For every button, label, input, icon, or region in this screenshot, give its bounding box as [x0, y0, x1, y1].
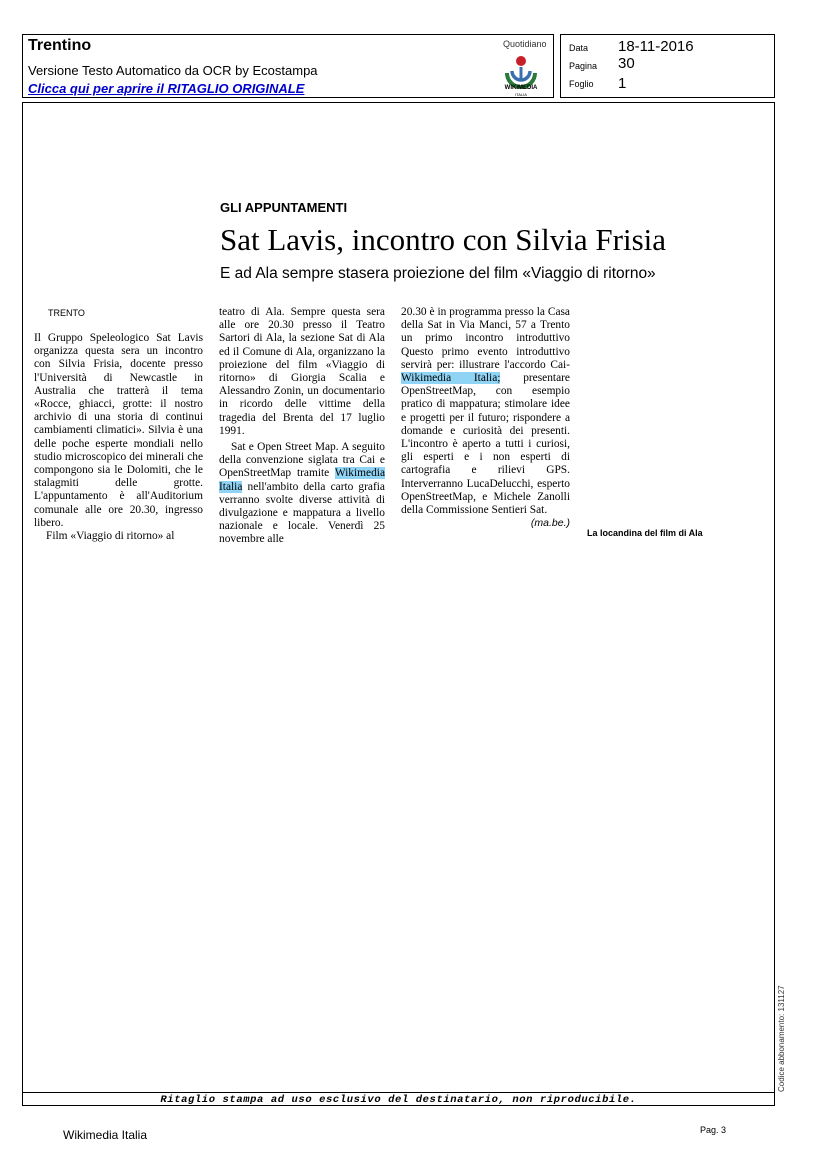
page-value: 30: [618, 55, 635, 72]
logo-text: WIKIMEDIA: [504, 85, 538, 91]
header-info-box: [22, 34, 554, 98]
article-column-3: [401, 306, 570, 529]
col2-paragraph-1: teatro di Ala. Sempre questa sera alle ore 20.30 presso il Teatro Sartori di Ala, la sezione Sat di Ala ed il Comune di Ala, organizzano la proiezione del film «Viaggio di ritorno» di Giorgia Scalia e Alessandro Zonin, un documentario in ricordo delle vittime della tragedia del Brenta del 17 luglio 1991.: [219, 306, 385, 437]
disclaimer: Ritaglio stampa ad uso esclusivo del destinatario, non riproducibile.: [22, 1092, 775, 1106]
article-subhead: E ad Ala sempre stasera proiezione del film «Viaggio di ritorno»: [220, 265, 656, 282]
date-label: Data: [569, 43, 589, 53]
col3-paragraph-1: [401, 306, 570, 517]
open-original-clip-link[interactable]: Clicca qui per aprire il RITAGLIO ORIGINALE: [28, 81, 305, 96]
col3-text-a: 20.30 è in programma presso la Casa della Sat in Via Manci, 57 a Trento un primo incontro introduttivo Questo primo evento introduttivo servirà per: illustrare l'accordo Cai-: [401, 306, 570, 371]
owner-name: Wikimedia Italia: [63, 1128, 148, 1142]
logo-subtext: ITALIA: [515, 92, 527, 97]
article-column-1: [34, 332, 203, 543]
photo-caption: La locandina del film di Ala: [587, 528, 703, 538]
publication-name: Trentino: [28, 37, 92, 54]
sheet-label: Foglio: [569, 79, 594, 89]
article-column-2: [219, 306, 385, 547]
col2-text-b: nell'ambito della carto grafia verranno svolte diverse attività di divulgazione e mappatura a livello nazionale e locale. Venerdì 25 novembre alle: [219, 480, 385, 546]
article-kicker: GLI APPUNTAMENTI: [220, 200, 348, 215]
wikimedia-italia-highlight-2: Wikimedia Italia;: [401, 372, 501, 385]
article-signature: (ma.be.): [530, 517, 570, 530]
wikimedia-italia-highlight: Wikimedia Italia: [219, 467, 385, 493]
page-number: Pag. 3: [700, 1125, 727, 1135]
col2-text-a: Sat e Open Street Map. A seguito della convenzione siglata tra Cai e OpenStreetMap tramite: [219, 441, 385, 480]
header-meta-box: [560, 34, 775, 98]
col3-text-b: presentare OpenStreetMap, con esempio pratico di mappatura; stimolare idee e progetti per il futuro; rispondere a domande e curiosità dei presenti. L'incontro è aperto a tutti i curiosi, gli esperti e i non esperti di cartografia e rilievi GPS. Interverranno LucaDelucchi, esperto OpenStreetMap, e Michele Zanolli della Commissione Sentieri Sat.: [401, 372, 570, 517]
frequency-label: Quotidiano: [503, 39, 547, 49]
col1-paragraph-1: Il Gruppo Speleologico Sat Lavis organizza questa sera un incontro con Silvia Frisia, docente presso l'Università di Newcastle in Australia che tratterà il tema «Rocce, ghiacci, grotte: il nostro archivio di una storia di continui cambiamenti climatici». Silvia è una delle poche esperte mondiali nello studio microscopico dei minerali che compongono sia le Dolomiti, che le stalagmiti delle grotte. L'appuntamento è all'Auditorium comunale alle ore 20.30, ingresso libero.: [34, 332, 203, 529]
ocr-note: Versione Testo Automatico da OCR by Ecostampa: [28, 63, 318, 78]
wikimedia-logo: [501, 53, 541, 97]
col1-paragraph-2: Film «Viaggio di ritorno» al: [46, 530, 175, 543]
sheet-value: 1: [618, 75, 627, 92]
article-dateline: TRENTO: [48, 308, 85, 318]
col2-paragraph-2: [219, 441, 385, 547]
article-headline: Sat Lavis, incontro con Silvia Frisia: [220, 222, 667, 257]
date-value: 18-11-2016: [618, 38, 694, 55]
page-label: Pagina: [569, 61, 598, 71]
